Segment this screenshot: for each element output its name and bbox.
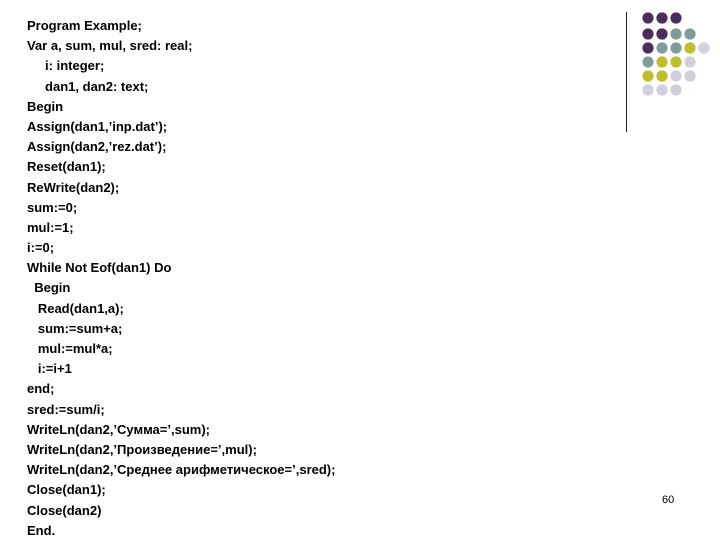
decorative-dot [656, 84, 667, 95]
code-line: end; [27, 381, 55, 397]
code-line: Program Example; [27, 18, 142, 33]
decorative-dot-grid [641, 11, 711, 121]
code-line: Begin [27, 280, 71, 296]
decorative-dot [684, 56, 695, 67]
decorative-dot [670, 42, 681, 53]
code-line: Begin [27, 98, 64, 114]
decorative-dot [642, 28, 653, 39]
code-line: WriteLn(dan2,’Сумма=’,sum); [27, 421, 210, 437]
code-line: Assign(dan2,’rez.dat’); [27, 139, 167, 155]
decorative-dot [670, 12, 681, 23]
decorative-dot [656, 56, 667, 67]
code-line: Close(dan1); [27, 482, 106, 498]
code-line: sum:=sum+a; [27, 320, 123, 336]
decorative-dot [698, 42, 709, 53]
decorative-dot [656, 12, 667, 23]
code-line: i: integer; [27, 58, 105, 74]
code-line: WriteLn(dan2,’Произведение=’,mul); [27, 441, 257, 457]
code-line: Assign(dan1,’inp.dat’); [27, 118, 168, 134]
decorative-dot [642, 70, 653, 81]
decorative-dot [642, 84, 653, 95]
code-line: Close(dan2) [27, 502, 102, 518]
code-line: mul:=mul*a; [27, 341, 113, 356]
decorative-dot [656, 70, 667, 81]
decorative-dot [670, 56, 681, 67]
code-line: Var a, sum, mul, sred: real; [27, 38, 193, 54]
code-line: Reset(dan1); [27, 159, 106, 175]
decorative-dot [684, 28, 695, 39]
code-line: sum:=0; [27, 199, 78, 215]
code-line: End. [27, 522, 56, 538]
decorative-dot [684, 42, 695, 53]
code-listing [27, 16, 335, 541]
page-number: 60 [662, 494, 675, 506]
code-line: ReWrite(dan2); [27, 179, 120, 195]
decorative-dot [642, 12, 653, 23]
code-line: dan1, dan2: text; [27, 78, 149, 94]
code-line: WriteLn(dan2,’Среднее арифметическое=’,sred); [27, 462, 336, 478]
decorative-dot [670, 70, 681, 81]
decorative-dot [656, 42, 667, 53]
decorative-dot [656, 28, 667, 39]
decorative-divider-line [626, 12, 627, 132]
code-line: i:=i+1 [27, 361, 72, 377]
code-line: While Not Eof(dan1) Do [27, 260, 172, 276]
code-line: Read(dan1,a); [27, 300, 124, 316]
code-line: i:=0; [27, 240, 55, 256]
code-line: sred:=sum/i; [27, 401, 105, 417]
decorative-dot [670, 84, 681, 95]
decorative-dot [684, 70, 695, 81]
decorative-dot [670, 28, 681, 39]
decorative-dot [642, 42, 653, 53]
decorative-dot [642, 56, 653, 67]
code-line: mul:=1; [27, 219, 74, 235]
